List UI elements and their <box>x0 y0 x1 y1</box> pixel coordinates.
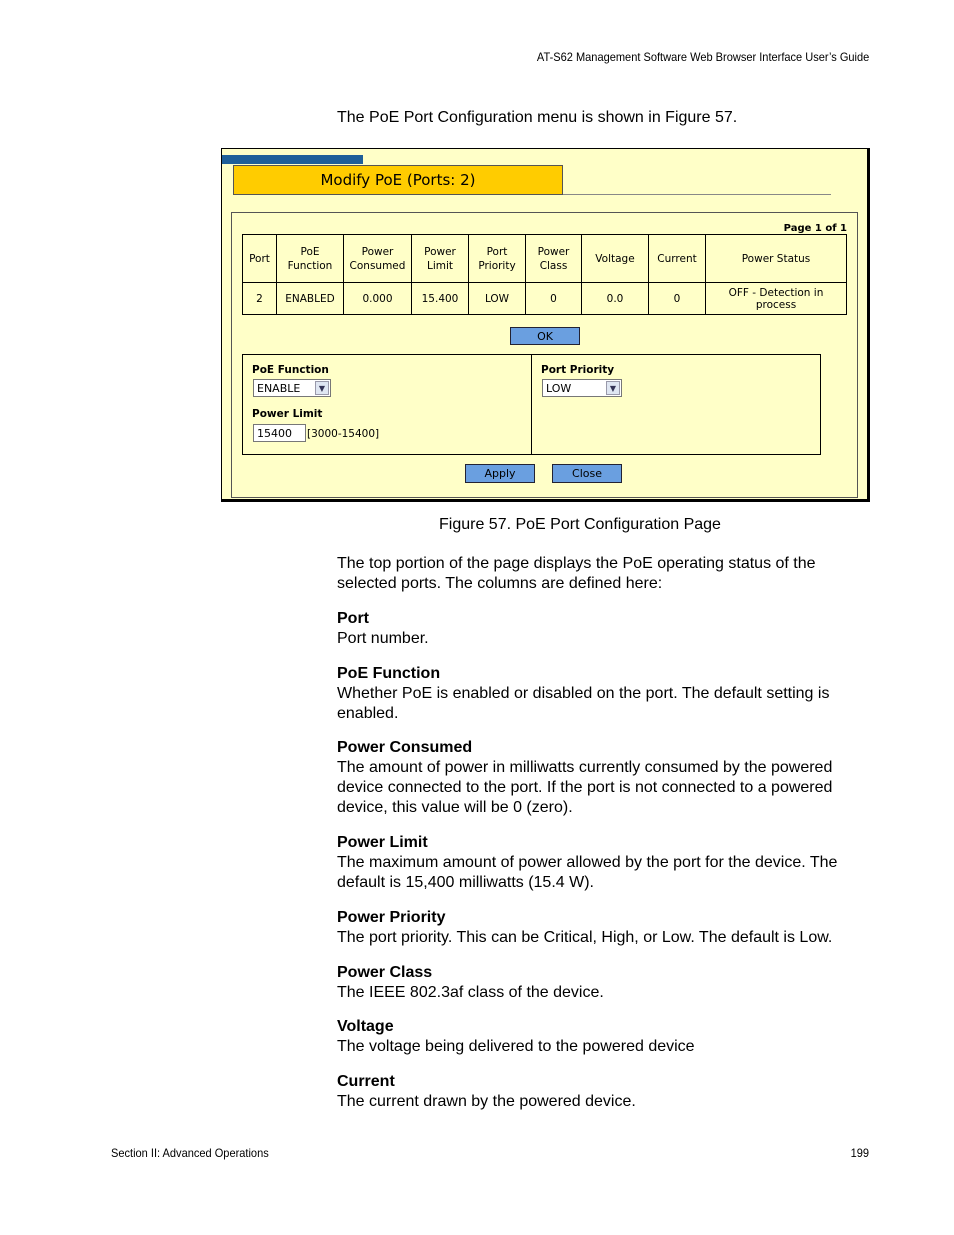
poe-function-select[interactable] <box>253 379 331 397</box>
window-tab-bar <box>222 155 363 164</box>
definition-term: Power Consumed <box>337 739 473 756</box>
col-voltage-header: Voltage <box>582 235 649 283</box>
col-poe-function-header: PoE Function <box>277 235 344 283</box>
ok-button[interactable]: OK <box>510 327 580 345</box>
form-divider <box>531 355 532 454</box>
col-power-consumed-header: Power Consumed <box>344 235 412 283</box>
col-power-class-header: Power Class <box>526 235 582 283</box>
power-limit-input[interactable]: 15400 <box>253 424 306 442</box>
footer-page-number: 199 <box>850 1146 869 1160</box>
col-current-header: Current <box>649 235 706 283</box>
poe-status-table <box>242 234 847 315</box>
page-indicator: Page 1 of 1 <box>783 223 847 234</box>
power-limit-label: Power Limit <box>252 408 323 420</box>
poe-function-value: ENABLE <box>257 381 301 395</box>
definition-desc: The amount of power in milliwatts currently consumed by the powered device connected to the port. If the port is not connected to a powered device, this value will be 0 (zero). <box>337 759 833 816</box>
definition-current <box>337 1072 877 1112</box>
definition-voltage <box>337 1017 877 1057</box>
chevron-down-icon: ▼ <box>315 381 329 395</box>
definition-desc: The IEEE 802.3af class of the device. <box>337 984 604 1001</box>
cell-power-consumed: 0.000 <box>344 283 412 315</box>
definition-power-priority <box>337 908 877 948</box>
definition-desc: Whether PoE is enabled or disabled on the port. The default setting is enabled. <box>337 685 830 722</box>
col-port-priority-header: Port Priority <box>469 235 526 283</box>
figure-caption: Figure 57. PoE Port Configuration Page <box>439 516 721 533</box>
cell-port: 2 <box>243 283 277 315</box>
col-port-header: Port <box>243 235 277 283</box>
definition-term: Power Class <box>337 964 433 981</box>
cell-port-priority: LOW <box>469 283 526 315</box>
definition-port <box>337 609 877 649</box>
figure-title: Modify PoE (Ports: 2) <box>233 165 563 195</box>
definition-power-class <box>337 963 877 1003</box>
cell-voltage: 0.0 <box>582 283 649 315</box>
chevron-down-icon: ▼ <box>606 381 620 395</box>
figure-screenshot <box>221 148 870 502</box>
definition-term: Port <box>337 610 369 627</box>
intro-paragraph: The PoE Port Configuration menu is shown in Figure 57. <box>337 109 738 126</box>
title-rule <box>563 194 831 195</box>
definition-term: Power Priority <box>337 909 446 926</box>
table-header-row <box>243 235 847 283</box>
cell-power-status: OFF - Detection in process <box>706 283 847 315</box>
definition-desc: The voltage being delivered to the powered device <box>337 1038 695 1055</box>
port-priority-select[interactable] <box>542 379 622 397</box>
definition-poe-function <box>337 664 877 724</box>
port-priority-value: LOW <box>546 381 572 395</box>
poe-function-label: PoE Function <box>252 364 329 376</box>
definition-power-consumed <box>337 738 877 818</box>
definition-desc: The maximum amount of power allowed by the port for the device. The default is 15,400 milliwatts (15.4 W). <box>337 854 838 891</box>
cell-power-class: 0 <box>526 283 582 315</box>
lead-paragraph: The top portion of the page displays the PoE operating status of the selected ports. The columns are defined here: <box>337 555 816 592</box>
col-power-limit-header: Power Limit <box>412 235 469 283</box>
col-power-status-header: Power Status <box>706 235 847 283</box>
close-button[interactable]: Close <box>552 464 622 483</box>
footer-section: Section II: Advanced Operations <box>111 1146 269 1160</box>
table-row[interactable] <box>243 283 847 315</box>
config-panel <box>231 212 858 498</box>
cell-current: 0 <box>649 283 706 315</box>
poe-settings-form <box>242 354 821 455</box>
apply-button[interactable]: Apply <box>465 464 535 483</box>
port-priority-label: Port Priority <box>541 364 615 376</box>
definition-desc: The port priority. This can be Critical, High, or Low. The default is Low. <box>337 929 833 946</box>
definition-term: Current <box>337 1073 395 1090</box>
power-limit-range: [3000-15400] <box>307 428 380 440</box>
definition-term: Power Limit <box>337 834 428 851</box>
definition-desc: The current drawn by the powered device. <box>337 1093 636 1110</box>
cell-poe-function: ENABLED <box>277 283 344 315</box>
cell-power-limit: 15.400 <box>412 283 469 315</box>
definition-power-limit <box>337 833 877 893</box>
definition-term: Voltage <box>337 1018 394 1035</box>
definition-term: PoE Function <box>337 665 441 682</box>
definition-desc: Port number. <box>337 630 429 647</box>
running-header: AT-S62 Management Software Web Browser Interface User’s Guide <box>536 50 869 64</box>
